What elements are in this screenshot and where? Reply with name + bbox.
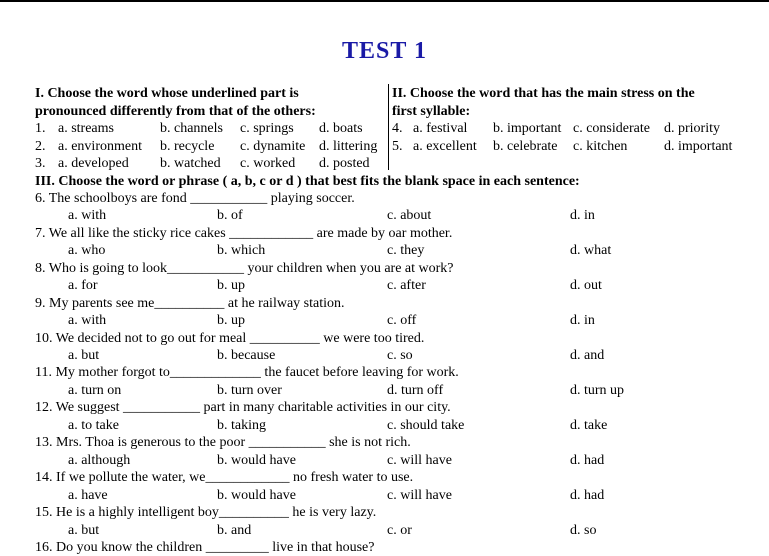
q8-option-a[interactable]: a. for (68, 278, 98, 293)
q11-option-d[interactable]: d. turn up (570, 383, 625, 398)
q7-question: 7. We all like the sticky rice cakes ____________ are made by oar mother. (35, 226, 453, 241)
q5-option-d[interactable]: d. important (664, 139, 733, 154)
q10-option-b[interactable]: b. because (217, 348, 276, 363)
q2-option-c[interactable]: c. dynamite (240, 139, 306, 154)
q5-option-b[interactable]: b. celebrate (493, 139, 558, 154)
q9-question: 9. My parents see me__________ at he railway station. (35, 296, 345, 311)
q7-option-d[interactable]: d. what (570, 243, 612, 258)
q5-option-a[interactable]: a. excellent (413, 139, 477, 154)
top-border-line (0, 0, 769, 2)
q6-option-c[interactable]: c. about (387, 208, 432, 223)
q13-option-d[interactable]: d. had (570, 453, 605, 468)
q9-option-d[interactable]: d. in (570, 313, 595, 328)
q9-option-b[interactable]: b. up (217, 313, 245, 328)
q8-option-b[interactable]: b. up (217, 278, 245, 293)
q2-option-a[interactable]: a. environment (58, 139, 142, 154)
q8-option-d[interactable]: d. out (570, 278, 602, 293)
q14-option-c[interactable]: c. will have (387, 488, 452, 503)
q9-option-a[interactable]: a. with (68, 313, 107, 328)
q9-option-c[interactable]: c. off (387, 313, 417, 328)
q14-option-b[interactable]: b. would have (217, 488, 296, 503)
q2-number: 2. (35, 139, 46, 154)
q13-option-b[interactable]: b. would have (217, 453, 296, 468)
q5-option-c[interactable]: c. kitchen (573, 139, 628, 154)
page-title: TEST 1 (342, 38, 427, 64)
q6-question: 6. The schoolboys are fond ___________ playing soccer. (35, 191, 355, 206)
q15-option-d[interactable]: d. so (570, 523, 597, 538)
q13-option-c[interactable]: c. will have (387, 453, 452, 468)
section2-heading-line2: first syllable: (392, 104, 471, 119)
q14-option-d[interactable]: d. had (570, 488, 605, 503)
q15-question: 15. He is a highly intelligent boy__________ he is very lazy. (35, 505, 377, 520)
q12-option-a[interactable]: a. to take (68, 418, 119, 433)
q4-option-c[interactable]: c. considerate (573, 121, 650, 136)
q11-option-b[interactable]: b. turn over (217, 383, 282, 398)
q6-option-a[interactable]: a. with (68, 208, 107, 223)
q4-number: 4. (392, 121, 403, 136)
q3-option-a[interactable]: a. developed (58, 156, 129, 171)
q12-question: 12. We suggest ___________ part in many charitable activities in our city. (35, 400, 451, 415)
q12-option-b[interactable]: b. taking (217, 418, 266, 433)
q1-number: 1. (35, 121, 46, 136)
q3-number: 3. (35, 156, 46, 171)
q2-option-b[interactable]: b. recycle (160, 139, 215, 154)
q10-question: 10. We decided not to go out for meal __________ we were too tired. (35, 331, 425, 346)
q14-question: 14. If we pollute the water, we____________ no fresh water to use. (35, 470, 414, 485)
q13-option-a[interactable]: a. although (68, 453, 131, 468)
q7-option-a[interactable]: a. who (68, 243, 106, 258)
section1-heading-line1: I. Choose the word whose underlined part is (35, 86, 299, 101)
q10-option-c[interactable]: c. so (387, 348, 413, 363)
q15-option-b[interactable]: b. and (217, 523, 252, 538)
q4-option-b[interactable]: b. important (493, 121, 562, 136)
q12-option-c[interactable]: c. should take (387, 418, 465, 433)
section2-heading-line1: II. Choose the word that has the main stress on the (392, 86, 695, 101)
q1-option-a[interactable]: a. streams (58, 121, 114, 136)
q13-question: 13. Mrs. Thoa is generous to the poor ___________ she is not rich. (35, 435, 411, 450)
q12-option-d[interactable]: d. take (570, 418, 608, 433)
q10-option-d[interactable]: d. and (570, 348, 605, 363)
q3-option-b[interactable]: b. watched (160, 156, 221, 171)
q10-option-a[interactable]: a. but (68, 348, 100, 363)
q3-option-d[interactable]: d. posted (319, 156, 370, 171)
q11-option-c[interactable]: d. turn off (387, 383, 444, 398)
q6-option-b[interactable]: b. of (217, 208, 243, 223)
q6-option-d[interactable]: d. in (570, 208, 595, 223)
q11-question: 11. My mother forgot to_____________ the faucet before leaving for work. (35, 365, 459, 380)
q1-option-c[interactable]: c. springs (240, 121, 294, 136)
q5-number: 5. (392, 139, 403, 154)
q7-option-b[interactable]: b. which (217, 243, 266, 258)
q4-option-d[interactable]: d. priority (664, 121, 720, 136)
q14-option-a[interactable]: a. have (68, 488, 108, 503)
q11-option-a[interactable]: a. turn on (68, 383, 122, 398)
q3-option-c[interactable]: c. worked (240, 156, 296, 171)
section1-heading-line2: pronounced differently from that of the others: (35, 104, 316, 119)
q7-option-c[interactable]: c. they (387, 243, 425, 258)
q1-option-b[interactable]: b. channels (160, 121, 223, 136)
q8-question: 8. Who is going to look___________ your children when you are at work? (35, 261, 454, 276)
q15-option-a[interactable]: a. but (68, 523, 100, 538)
q15-option-c[interactable]: c. or (387, 523, 412, 538)
q8-option-c[interactable]: c. after (387, 278, 426, 293)
section-divider (388, 84, 389, 170)
q2-option-d[interactable]: d. littering (319, 139, 378, 154)
q4-option-a[interactable]: a. festival (413, 121, 468, 136)
section3-heading: III. Choose the word or phrase ( a, b, c or d ) that best fits the blank space in each sentence: (35, 174, 580, 189)
q16-question: 16. Do you know the children _________ live in that house? (35, 540, 375, 555)
q1-option-d[interactable]: d. boats (319, 121, 363, 136)
